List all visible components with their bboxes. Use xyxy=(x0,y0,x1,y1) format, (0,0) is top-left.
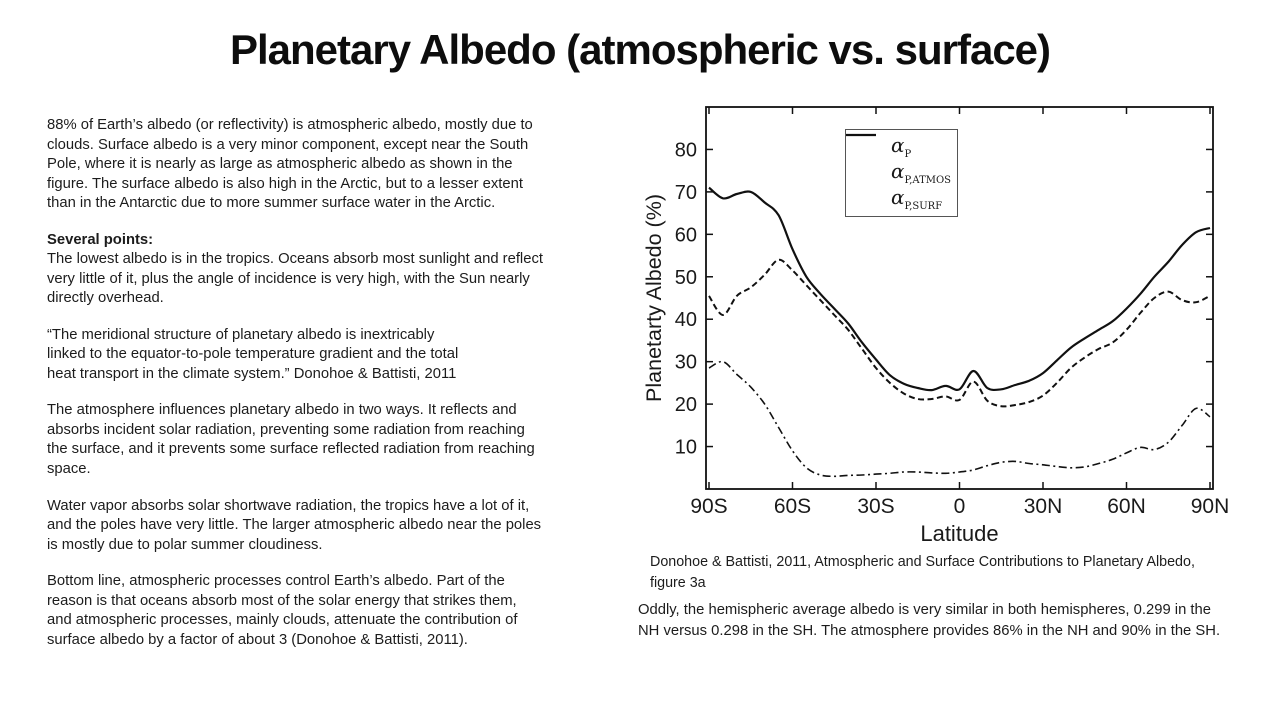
paragraph-water-vapor: Water vapor absorbs solar shortwave radiation, the tropics have a lot of it, and the poles have very little. The larger atmospheric albedo near the poles is mostly due to polar summer cloudiness. xyxy=(47,497,542,553)
y-tick-label: 60 xyxy=(674,224,697,247)
curve-alpha-p-atmos xyxy=(709,260,1210,407)
y-tick-label: 50 xyxy=(674,266,697,289)
several-points-block xyxy=(47,231,543,309)
bottom-note: Oddly, the hemispheric average albedo is very similar in both hemispheres, 0.299 in the NH versus 0.298 in the SH. The atmosphere provides 86% in the NH and 90% in the SH. xyxy=(638,602,1221,640)
y-tick-label: 10 xyxy=(674,436,697,459)
legend-label-alpha-p-atmos: $\alpha_{P,ATMOS}$ xyxy=(891,158,952,186)
paragraph-intro: 88% of Earth’s albedo (or reflectivity) is atmospheric albedo, mostly due to clouds. Surface albedo is a very minor component, except near the South Pole, where it is nearly as large as atmospheric albedo as shown in the figure. The surface albedo is also high in the Arctic, but to a lesser extent than in the Antarctic due to more summer surface water in the Arctic. xyxy=(47,117,533,212)
x-tick-label: 30S xyxy=(857,495,895,518)
y-tick-label: 30 xyxy=(674,351,697,374)
paragraph-bottom-line: Bottom line, atmospheric processes control Earth’s albedo. Part of the reason is that oceans absorb most of the solar energy that strikes them, and atmospheric processes, mainly clouds, attenuate the contribution of surface albedo by a factor of about 3 (Donohoe & Battisti, 2011). xyxy=(47,573,518,648)
y-tick-label: 20 xyxy=(674,394,697,417)
x-tick-label: 90N xyxy=(1190,495,1230,518)
x-axis-label: Latitude xyxy=(920,521,999,546)
several-points-heading: Several points: xyxy=(47,231,154,248)
curve-alpha-p xyxy=(709,184,1210,391)
x-tick-label: 30N xyxy=(1023,495,1063,518)
y-axis-label: Planetarty Albedo (%) xyxy=(642,194,666,402)
y-tick-label: 70 xyxy=(674,181,697,204)
slide-title: Planetary Albedo (atmospheric vs. surface) xyxy=(229,26,1051,73)
y-tick-label: 40 xyxy=(674,309,697,332)
x-tick-label: 60N xyxy=(1107,495,1146,518)
x-tick-label: 60S xyxy=(773,495,812,518)
quote-block: “The meridional structure of planetary albedo is inextricably linked to the equator-to-pole temperature gradient and the total heat transport in the climate system.” Donohoe & Battisti, 2011 xyxy=(47,326,459,382)
several-points-body: The lowest albedo is in the tropics. Oceans absorb most sunlight and reflect very little of it, plus the angle of incidence is very high, with the Sun nearly directly overhead. xyxy=(47,251,543,307)
x-tick-label: 0 xyxy=(953,495,966,518)
x-tick-label: 90S xyxy=(690,495,728,518)
paragraph-atmosphere: The atmosphere influences planetary albedo in two ways. It reflects and absorbs incident solar radiation, preventing some radiation from reaching the surface, and it prevents some surface reflected radiation from reaching space. xyxy=(47,402,535,477)
legend-line-sample-dashdot xyxy=(846,130,876,140)
legend-item-alpha-p-surf xyxy=(854,186,949,212)
figure-caption: Donohoe & Battisti, 2011, Atmospheric and Surface Contributions to Planetary Albedo, figure 3a xyxy=(650,554,1195,592)
y-tick-label: 80 xyxy=(674,139,697,162)
curve-alpha-p-surf xyxy=(709,362,1210,477)
legend-label-alpha-p-surf: $\alpha_{P,SURF}$ xyxy=(891,184,943,212)
albedo-figure xyxy=(640,103,1240,548)
legend-item-alpha-p-atmos xyxy=(854,158,952,186)
left-text-column xyxy=(47,116,543,667)
chart-legend xyxy=(845,129,958,217)
legend-label-alpha-p: $\alpha_P$ xyxy=(891,132,912,160)
